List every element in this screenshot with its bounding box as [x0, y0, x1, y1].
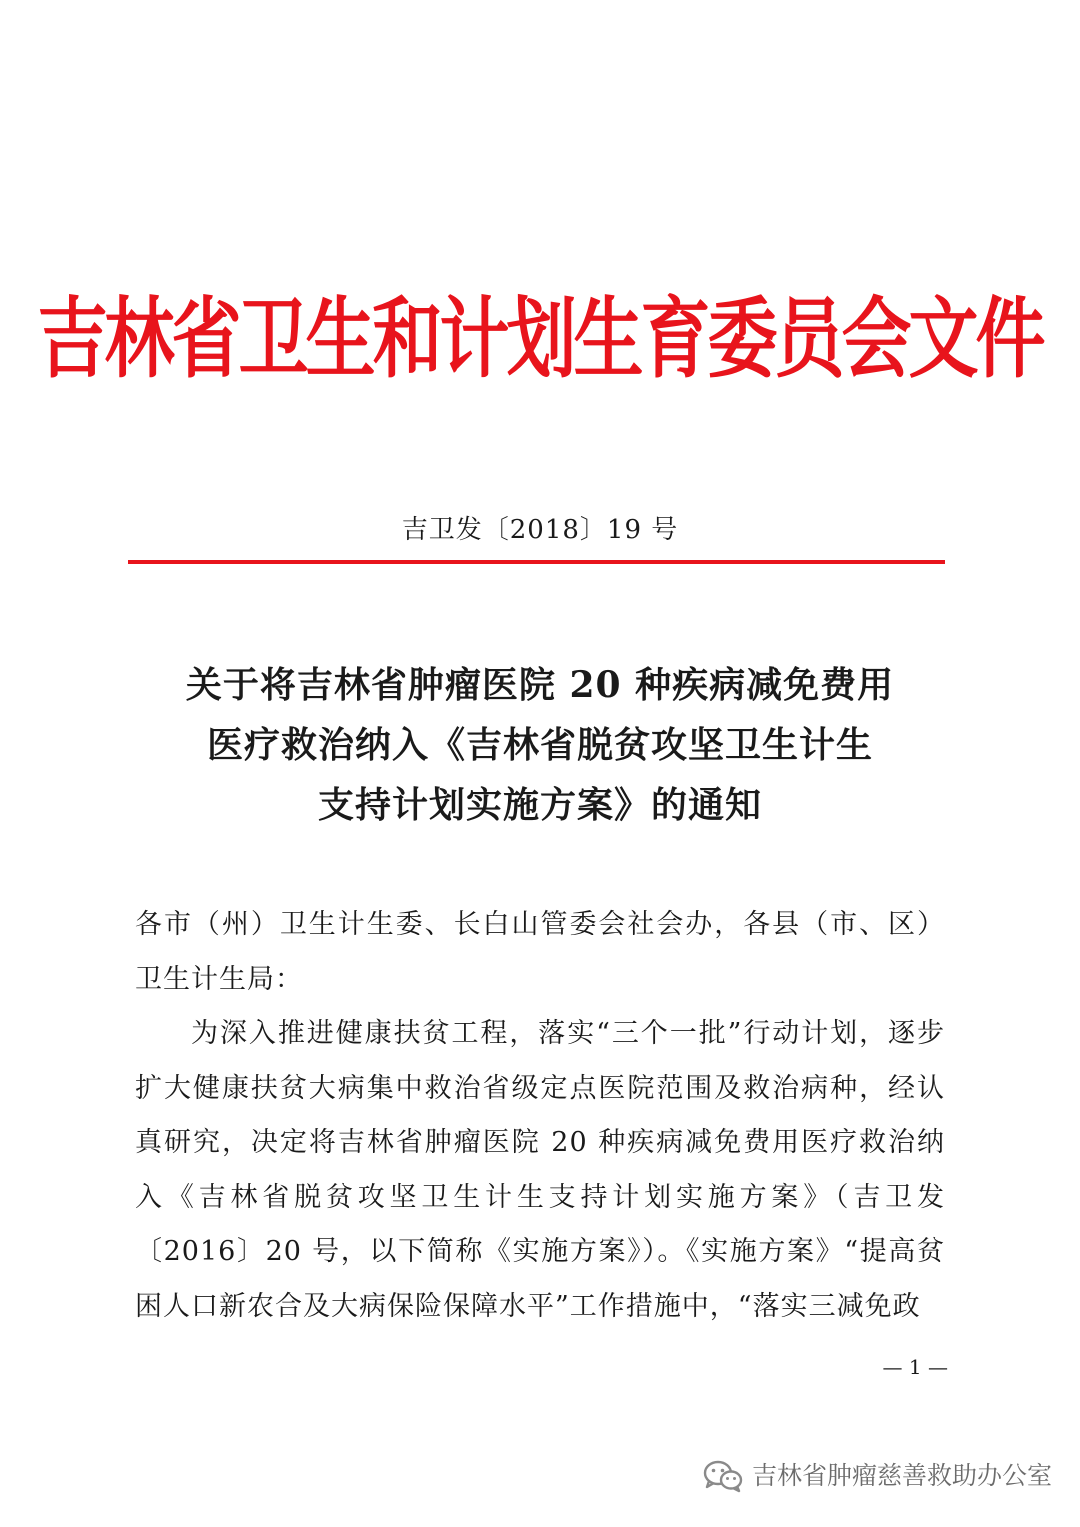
notice-title — [0, 655, 1080, 835]
wechat-watermark — [702, 1458, 1052, 1494]
notice-title-line-3: 支持计划实施方案》的通知 — [317, 784, 762, 826]
wechat-icon — [702, 1459, 744, 1493]
salutation: 各市（州）卫生计生委、长白山管委会社会办，各县（市、区）卫生计生局： — [135, 909, 945, 995]
masthead-title: 吉林省卫生和计划生育委员会文件 — [37, 286, 1043, 390]
watermark-text: 吉林省肿瘤慈善救助办公室 — [751, 1461, 1052, 1490]
red-divider-line — [128, 560, 945, 564]
notice-title-line-2: 医疗救治纳入《吉林省脱贫攻坚卫生计生 — [206, 724, 873, 766]
body-paragraph: 为深入推进健康扶贫工程，落实“三个一批”行动计划，逐步扩大健康扶贫大病集中救治省级定点医院范围及救治病种，经认真研究，决定将吉林省肿瘤医院 20 种疾病减免费用医疗救治纳入《吉林省脱贫攻坚卫生计生支持计划实施方案》（吉卫发〔2016〕20 号，以下简称《实施方案》）。《实施方案》“提高贫困人口新农合及大病保险保障水平”工作措施中，“落实三减免政 — [135, 1018, 945, 1322]
document-number: 吉卫发〔2018〕19 号 — [401, 515, 679, 545]
notice-title-line-1: 关于将吉林省肿瘤医院 20 种疾病减免费用 — [185, 664, 895, 706]
page-number: — 1 — — [882, 1355, 948, 1379]
notice-body — [135, 898, 945, 1334]
